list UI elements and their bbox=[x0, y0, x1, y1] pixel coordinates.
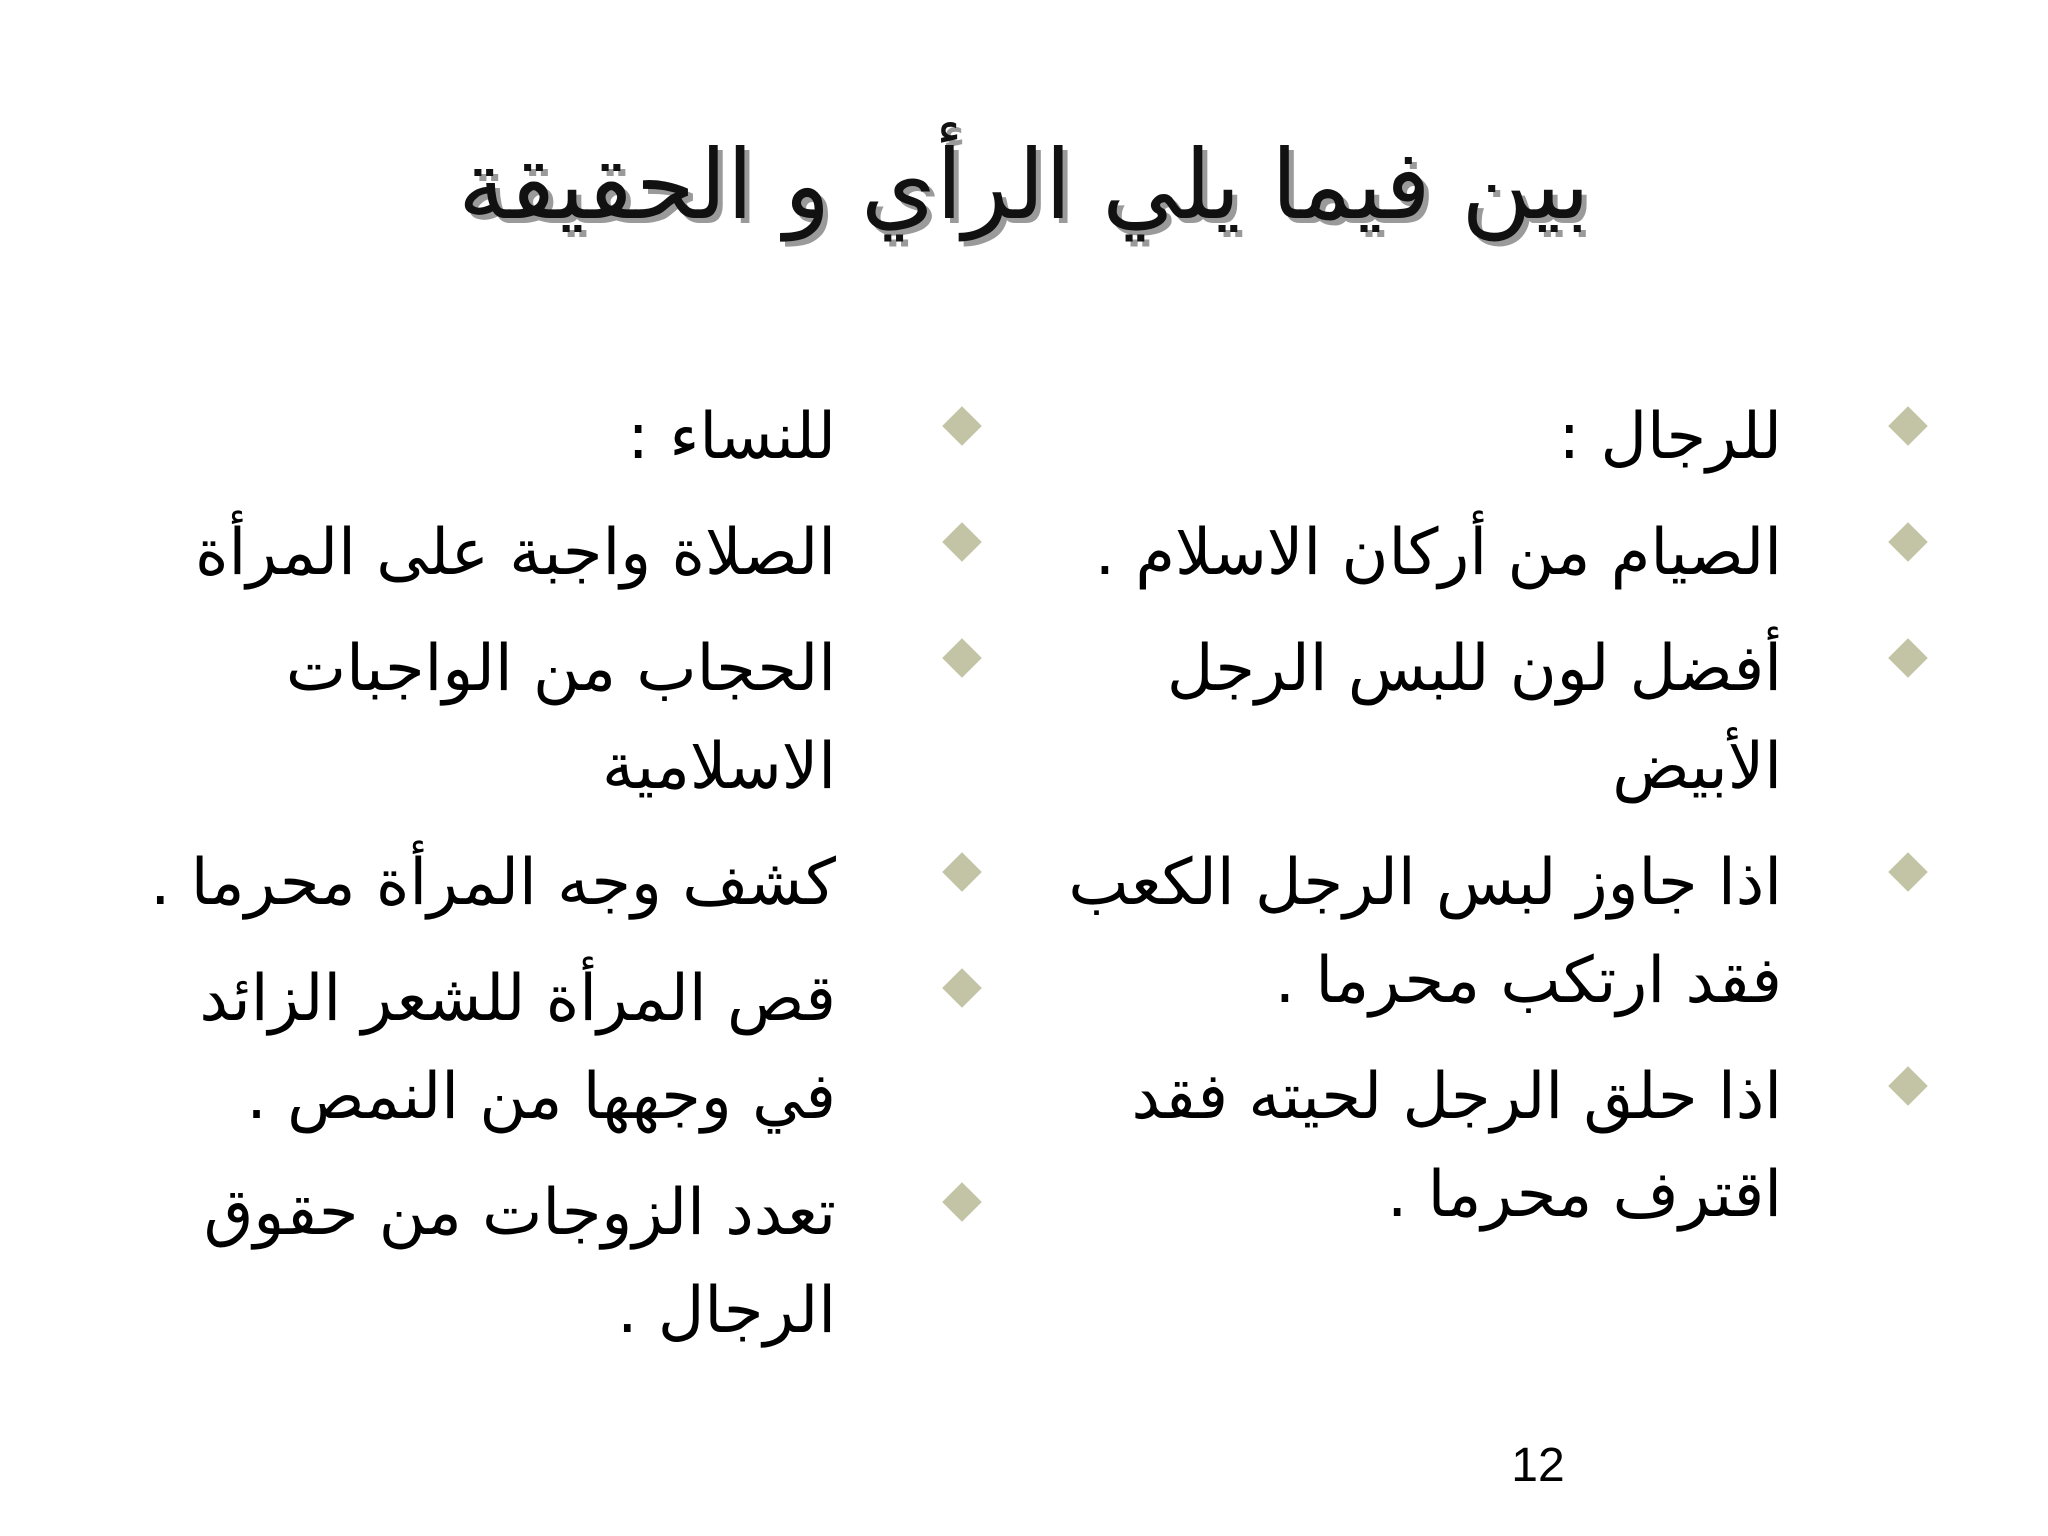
list-item-text: الحجاب من الواجبات الاسلامية bbox=[285, 632, 836, 804]
list-item bbox=[96, 388, 1036, 486]
list-item-text: للنساء : bbox=[627, 400, 836, 474]
slide-title: بين فيما يلي الرأي و الحقيقة bbox=[458, 129, 1590, 241]
list-item-text: الصلاة واجبة على المرأة bbox=[194, 516, 836, 590]
page-number: 12 bbox=[1511, 1439, 1565, 1492]
list-item bbox=[1042, 834, 1982, 1030]
left-column-list bbox=[96, 388, 1036, 1360]
list-item-text: الصيام من أركان الاسلام . bbox=[1094, 516, 1782, 590]
list-item-text: كشف وجه المرأة محرما . bbox=[150, 846, 836, 920]
list-item bbox=[96, 620, 1036, 816]
list-item-text: اذا حلق الرجل لحيته فقد اقترف محرما . bbox=[1131, 1060, 1782, 1232]
list-item-text: أفضل لون للبس الرجل الأبيض bbox=[1166, 632, 1782, 804]
list-item-text: تعدد الزوجات من حقوق الرجال . bbox=[203, 1176, 836, 1348]
list-item bbox=[1042, 1048, 1982, 1244]
list-item-text: اذا جاوز لبس الرجل الكعب فقد ارتكب محرما . bbox=[1068, 846, 1782, 1018]
list-item bbox=[96, 950, 1036, 1146]
list-item bbox=[96, 1164, 1036, 1360]
list-item-text: للرجال : bbox=[1558, 400, 1782, 474]
list-item bbox=[1042, 620, 1982, 816]
list-item-text: قص المرأة للشعر الزائد في وجهها من النمص . bbox=[199, 962, 836, 1134]
list-item bbox=[96, 504, 1036, 602]
list-item bbox=[96, 834, 1036, 932]
list-item bbox=[1042, 388, 1982, 486]
right-column-list bbox=[1042, 388, 1982, 1244]
list-item bbox=[1042, 504, 1982, 602]
